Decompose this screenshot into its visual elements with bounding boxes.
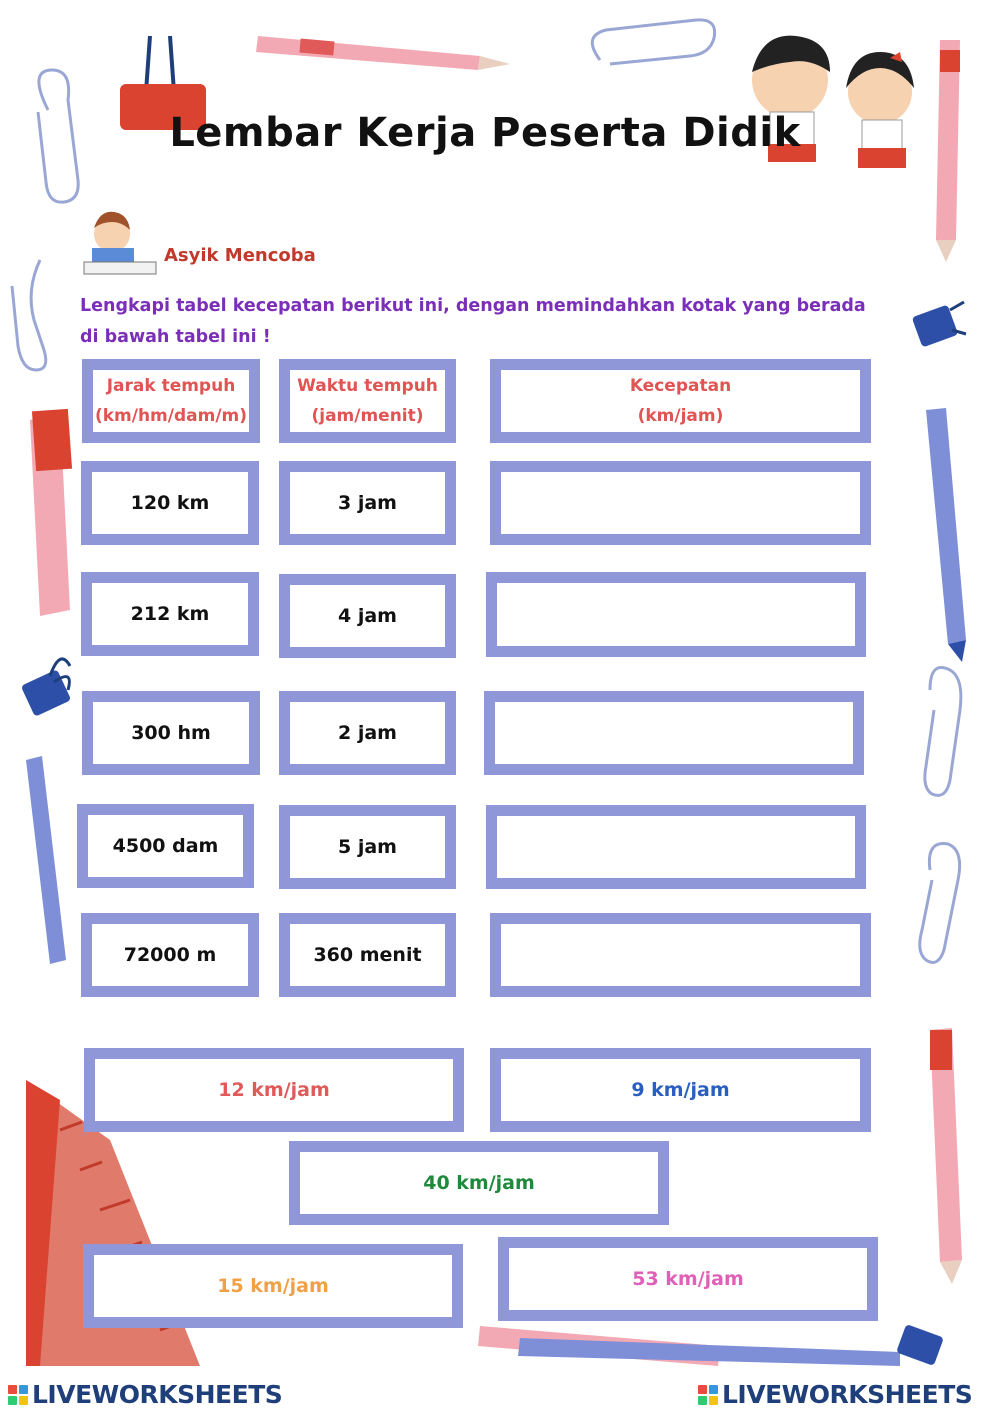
logo-text: LIVEWORKSHEETS xyxy=(32,1380,283,1409)
header-distance xyxy=(82,359,260,443)
speed-dropzone-1[interactable] xyxy=(490,461,871,545)
binder-clip-icon xyxy=(896,1324,944,1366)
cell-time-5: 360 menit xyxy=(279,913,456,997)
cell-distance-3: 300 hm xyxy=(82,691,260,775)
cell-time-1: 3 jam xyxy=(279,461,456,545)
cell-distance-5: 72000 m xyxy=(81,913,259,997)
binder-clip-icon xyxy=(912,302,966,348)
pencil-icon xyxy=(30,409,72,616)
liveworksheets-logo-icon xyxy=(8,1385,28,1405)
speed-dropzone-2[interactable] xyxy=(486,572,866,657)
header-distance-label: Jarak tempuh xyxy=(106,376,236,396)
cell-distance-4: 4500 dam xyxy=(77,804,254,888)
cell-distance-2: 212 km xyxy=(81,572,259,656)
cell-time-2: 4 jam xyxy=(279,574,456,658)
student-reading-icon xyxy=(84,212,156,274)
worksheet-title: Lembar Kerja Peserta Didik xyxy=(169,110,801,156)
header-speed xyxy=(490,359,871,443)
liveworksheets-logo-right xyxy=(698,1380,972,1409)
instruction-text: Lengkapi tabel kecepatan berikut ini, dengan memindahkan kotak yang berada di bawah tabel ini ! xyxy=(80,296,866,347)
binder-clip-icon xyxy=(21,659,72,717)
pen-icon xyxy=(26,756,66,964)
header-time xyxy=(279,359,456,443)
logo-text: LIVEWORKSHEETS xyxy=(722,1380,973,1409)
pencil-icon xyxy=(256,36,510,70)
speed-dropzone-4[interactable] xyxy=(486,805,866,889)
pencil-icon xyxy=(930,1028,962,1284)
answer-tile-9-km-jam[interactable]: 9 km/jam xyxy=(490,1048,871,1132)
liveworksheets-logo-left xyxy=(8,1380,282,1409)
header-time-unit: (jam/menit) xyxy=(311,406,424,426)
pen-icon xyxy=(926,408,966,662)
answer-tile-15-km-jam[interactable]: 15 km/jam xyxy=(83,1244,463,1328)
speed-dropzone-3[interactable] xyxy=(484,691,864,775)
cell-time-4: 5 jam xyxy=(279,805,456,889)
answer-tile-40-km-jam[interactable]: 40 km/jam xyxy=(289,1141,669,1225)
header-speed-unit: (km/jam) xyxy=(637,406,724,426)
cell-distance-1: 120 km xyxy=(81,461,259,545)
header-speed-label: Kecepatan xyxy=(629,376,732,396)
header-distance-unit: (km/hm/dam/m) xyxy=(94,406,248,426)
cell-time-3: 2 jam xyxy=(279,691,456,775)
answer-tile-12-km-jam[interactable]: 12 km/jam xyxy=(84,1048,464,1132)
liveworksheets-logo-icon xyxy=(698,1385,718,1405)
pencil-icon xyxy=(478,1326,900,1366)
answer-tile-53-km-jam[interactable]: 53 km/jam xyxy=(498,1237,878,1321)
speed-dropzone-5[interactable] xyxy=(490,913,871,997)
section-subtitle: Asyik Mencoba xyxy=(164,245,316,266)
header-time-label: Waktu tempuh xyxy=(297,376,438,396)
